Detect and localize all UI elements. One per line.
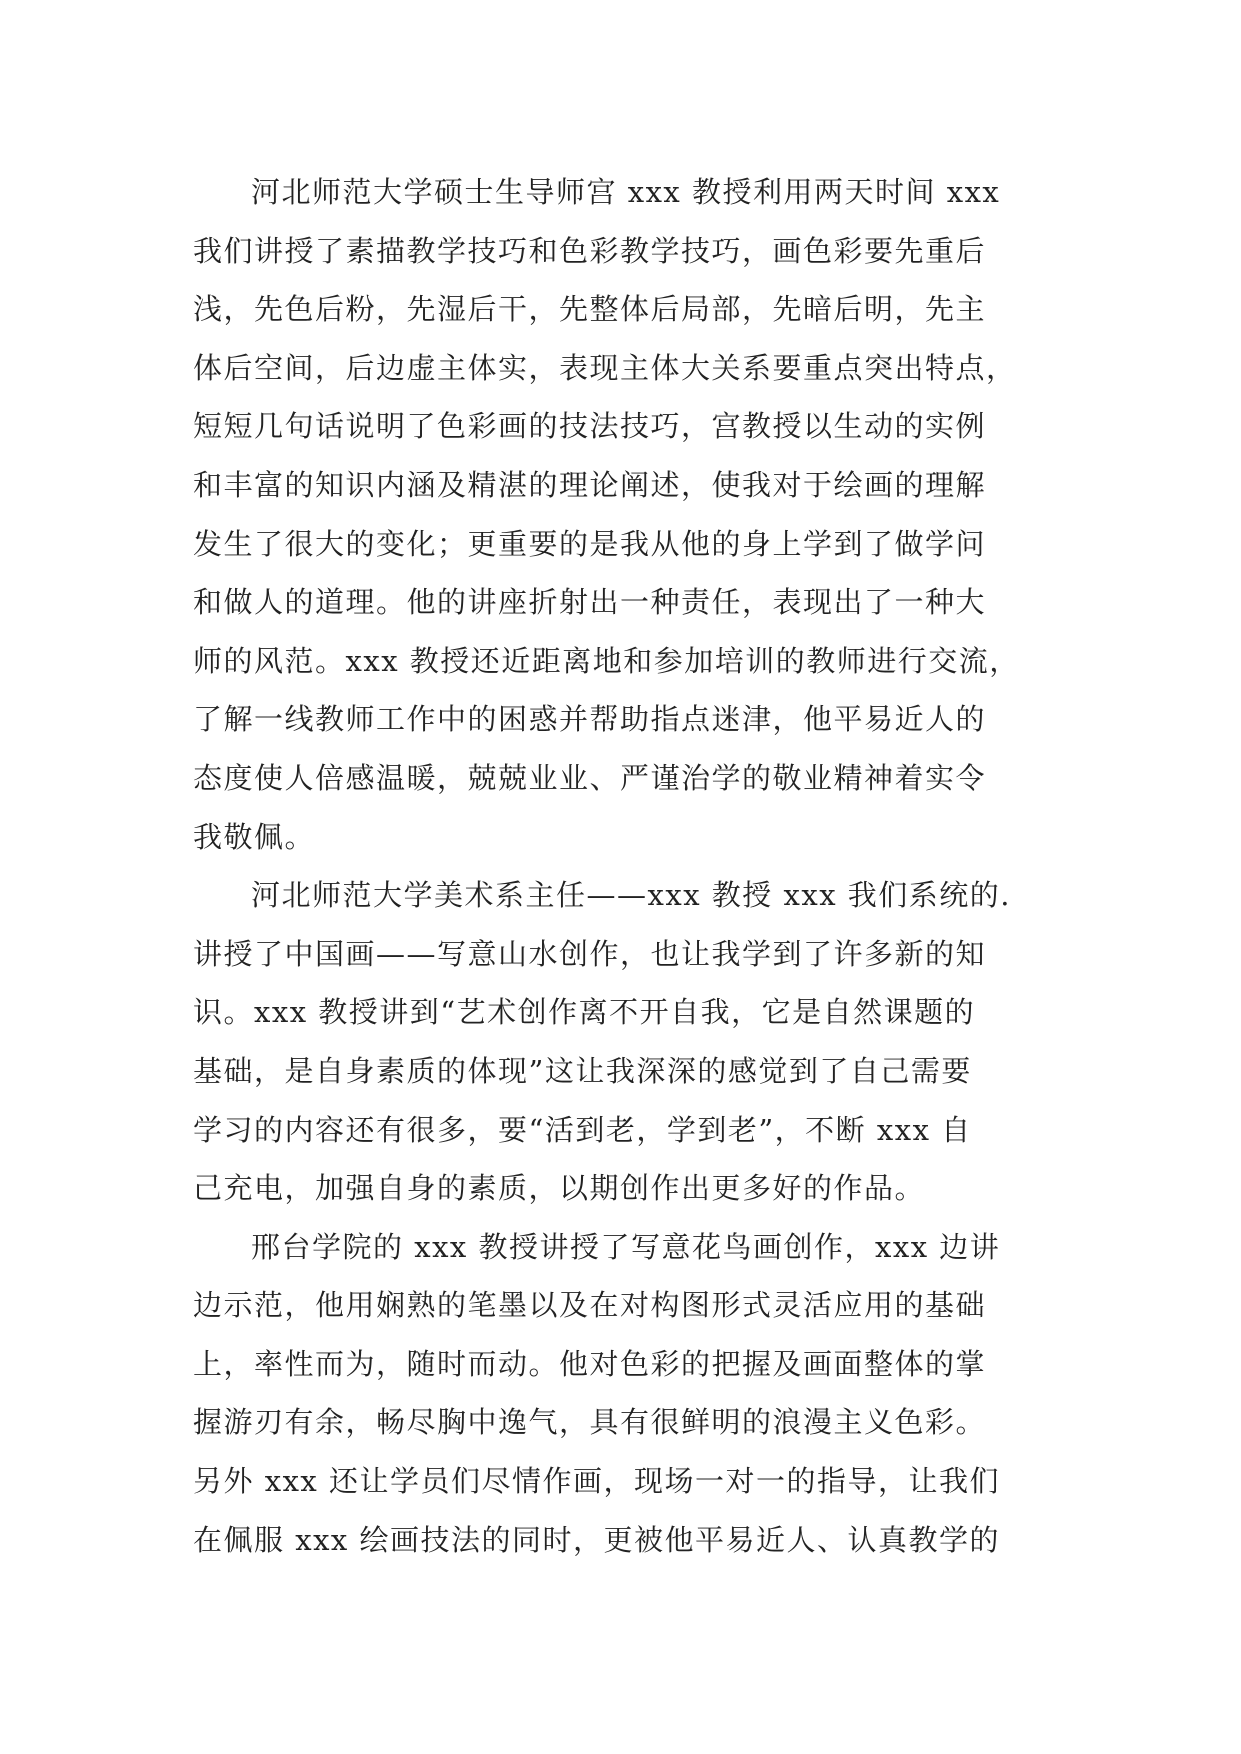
text-line: 浅，先色后粉，先湿后干，先整体后局部，先暗后明，先主 xyxy=(193,292,987,327)
text-line: 邢台学院的 xxx 教授讲授了写意花鸟画创作，xxx 边讲 xyxy=(251,1229,1001,1264)
paragraph-2 xyxy=(193,866,1053,1218)
text-line: 了解一线教师工作中的困惑并帮助指点迷津，他平易近人的 xyxy=(193,702,987,737)
paragraph-3 xyxy=(193,1218,1053,1570)
text-line: 学习的内容还有很多，要“活到老，学到老”，不断 xxx 自 xyxy=(193,1112,972,1147)
text-line: 讲授了中国画——写意山水创作，也让我学到了许多新的知 xyxy=(193,936,987,971)
text-line: 我敬佩。 xyxy=(193,819,316,854)
text-line: 体后空间，后边虚主体实，表现主体大关系要重点突出特点， xyxy=(193,350,1017,385)
text-line: 河北师范大学硕士生导师宫 xxx 教授利用两天时间 xxx xyxy=(251,175,1001,209)
text-line: 师的风范。xxx 教授还近距离地和参加培训的教师进行交流， xyxy=(193,643,1020,678)
text-line: 我们讲授了素描教学技巧和色彩教学技巧，画色彩要先重后 xyxy=(193,233,987,268)
text-line: 上，率性而为，随时而动。他对色彩的把握及画面整体的掌 xyxy=(193,1346,987,1381)
text-line: 态度使人倍感温暖，兢兢业业、严谨治学的敬业精神着实令 xyxy=(193,760,987,795)
text-line: 识。xxx 教授讲到“艺术创作离不开自我，它是自然课题的 xyxy=(193,995,976,1030)
text-line: 发生了很大的变化；更重要的是我从他的身上学到了做学问 xyxy=(193,526,987,561)
text-line: 河北师范大学美术系主任——xxx 教授 xxx 我们系统的. xyxy=(251,878,1012,913)
paragraph-1 xyxy=(193,163,1053,866)
text-line: 和做人的道理。他的讲座折射出一种责任，表现出了一种大 xyxy=(193,585,987,620)
text-line: 基础，是自身素质的体现”这让我深深的感觉到了自己需要 xyxy=(193,1053,972,1088)
text-line: 另外 xxx 还让学员们尽情作画，现场一对一的指导，让我们 xyxy=(193,1464,1001,1499)
text-line: 握游刃有余，畅尽胸中逸气，具有很鲜明的浪漫主义色彩。 xyxy=(193,1405,987,1440)
document-body xyxy=(193,163,1053,1569)
text-line: 短短几句话说明了色彩画的技法技巧，宫教授以生动的实例 xyxy=(193,409,987,444)
text-line: 和丰富的知识内涵及精湛的理论阐述，使我对于绘画的理解 xyxy=(193,467,987,502)
text-line: 己充电，加强自身的素质，以期创作出更多好的作品。 xyxy=(193,1171,926,1206)
text-line: 边示范，他用娴熟的笔墨以及在对构图形式灵活应用的基础 xyxy=(193,1288,987,1323)
text-line: 在佩服 xxx 绘画技法的同时，更被他平易近人、认真教学的 xyxy=(193,1522,1001,1557)
